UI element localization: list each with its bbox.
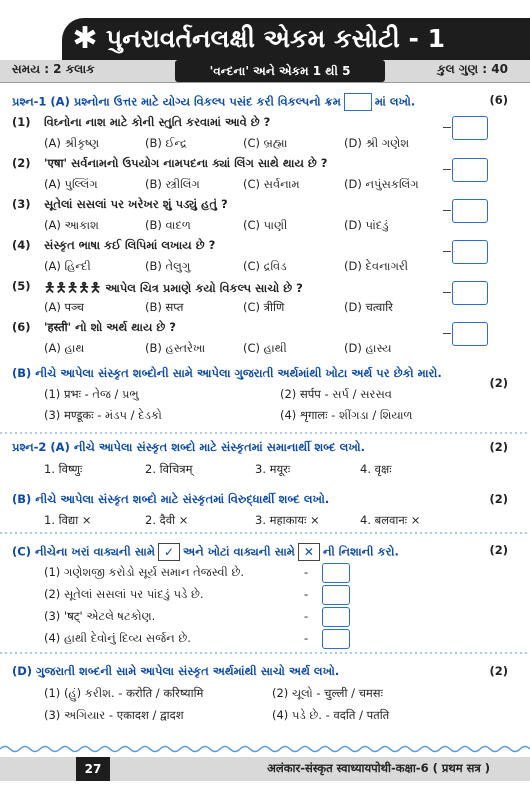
q1-option: (B) હસ્તરેખા [145,341,206,355]
q1-option: (D) હાસ્ય [344,341,392,355]
q1-option: (C) त्रीणि [243,300,285,314]
q1-option: (D) चत्वारि [344,300,393,314]
q2a-item: 2. विचित्रम् [145,462,193,476]
answer-box[interactable] [452,158,488,182]
q2a-item: 1. विष्णुः [44,462,83,476]
answer-box[interactable] [452,322,488,346]
footer-title: अलंकार-संस्कृत स्वाध्यायपोथी-कक्षा-6 ( प्रथम सत्र ) [267,761,490,775]
q1-item-num: (1) [12,115,31,129]
answer-code-box [344,93,372,111]
q2d-item: (2) ચૂલો - चुल्ली / चमसः [272,686,383,700]
q1-item-num: (6) [12,320,31,334]
q1-option: (B) ઈન્દ્ર [145,136,187,150]
page-number: 27 [76,757,110,781]
answer-box[interactable] [322,563,350,583]
q1-option: (B) સ્ત્રીલિંગ [145,177,200,191]
q2c-item: (4) હાથી દેવોનું દિવ્ય સર્જન છે. [44,631,191,645]
q1-item-question: 'एषा' સર્વનામનો ઉપયોગ નામપદના ક્યાં લિંગ સાથે થાય છે ? [44,156,328,170]
q1-option: (D) નપુંસકલિંગ [344,177,419,191]
marks-label: કુલ ગુણ : 40 [437,62,508,76]
q1-option: (B) વાદળ [145,218,191,232]
q1-item-num: (3) [12,197,31,211]
q1-option: (B) તેલુગુ [145,259,191,273]
q1-option: (C) સર્વનામ [243,177,300,191]
q2b-item: 3. महाकायः × [255,513,320,527]
q1a-heading-text-a: પ્રશ્ન-1 (A) પ્રશ્નોના ઉત્તર માટે યોગ્ય વિકલ્પ પસંદ કરી વિકલ્પનો ક્રમ [12,94,341,109]
q1-item-question: સૂતેલાં સસલાં પર ખરેખર શું પડ્યું હતું ? [44,197,228,211]
q2b-item: 1. विद्या × [44,513,92,527]
q1-option: (A) હિન્દી [44,259,91,273]
q1-option: (D) પાંદડું [344,218,389,232]
q1-item-num: (4) [12,238,31,252]
section-divider [0,650,530,656]
q1b-item: (3) मण्डूकः - મંડપ / દેડકો [44,408,162,422]
cross-icon: ✕ [298,543,320,561]
q2c-item: (1) ગણેશજી કરોડો સૂર્ય સમાન તેજસ્વી છે. [44,565,245,579]
q2b-item: 2. दैवी × [145,513,189,527]
q2a-item: 4. वृक्षः [360,462,392,476]
q1-option: (A) શ્રીકૃષ્ણ [44,136,100,150]
q1b-item: (1) प्रभः - તેજ / પ્રભુ [44,387,139,401]
q1b-heading: (B) નીચે આપેલા સંસ્કૃત શબ્દોની સામે આપેલા ગુજરાતી અર્થમાંથી ખોટા અર્થ પર છેકો મારો. [12,366,442,380]
q1-option: (B) सप्त [145,300,184,314]
q2c-heading-text-a: (C) નીચેના ખરાં વાક્યની સામે [12,544,155,559]
q1-option: (A) પુલ્લિંગ [44,177,98,191]
q2c-heading [12,543,399,561]
q1b-marks: (2) [489,376,508,390]
answer-box[interactable] [452,199,488,223]
q1-option: (C) દ્રવિડ [243,259,287,273]
q2c-heading-text-b: અને ખોટાં વાક્યની સામે [183,544,295,559]
q2d-marks: (2) [489,664,508,678]
info-bar [0,60,530,83]
q2b-item: 4. बलवानः × [360,513,421,527]
q1-item-question: સંસ્કૃત ભાષા કઈ લિપિમાં લખાય છે ? [44,238,216,252]
q1-item-question: 'हस्ती' નો શો અર્થ થાય છે ? [44,320,176,334]
answer-box[interactable] [322,629,350,649]
q1-item-question: આપેલ ચિત્ર પ્રમાણે કયો વિકલ્પ સાચો છે ? [105,281,303,295]
wave-border [0,744,530,754]
q2c-item: (2) સૂતેલાં સસલાં પર પાંદડું પડે છે. [44,587,204,601]
q2d-item: (1) (હું) કરીશ. - करोति / करिष्यामि [44,686,204,700]
asterisk-icon: ✱ [72,21,98,56]
unit-label: 'વન્દના' અને એકમ 1 થી 5 [175,60,385,82]
q1-item-question-wrap [44,279,303,301]
dash: - [304,565,309,579]
q1-option: (A) આકાશ [44,218,99,232]
answer-box[interactable] [322,585,350,605]
q2d-heading: (D) ગુજરાતી શબ્દની સામે આપેલા સંસ્કૃત અર્થમાંથી સાચો અર્થ લખો. [12,664,340,678]
dash: - [304,631,309,645]
q1-item-question: વિઘ્નોના નાશ માટે કોની સ્તુતિ કરવામાં આવે છે ? [44,115,271,129]
q2a-item: 3. मयूरः [255,462,291,476]
q2d-item: (3) અગિયાર - एकादश / द्वादश [44,708,184,722]
q1a-heading [12,93,415,111]
q1-option: (D) દેવનાગરી [344,259,409,273]
q1-option: (A) હાથ [44,341,85,355]
q1-option: (C) પાણી [243,218,288,232]
people-icon: 🯅🯅🯅🯅🯅 [44,281,102,296]
dash: - [304,609,309,623]
dash: - [304,587,309,601]
q1b-item: (4) शृगालः - શીંગડા / શિયાળ [280,408,413,422]
answer-box[interactable] [452,240,488,264]
q1-item-num: (2) [12,156,31,170]
answer-box[interactable] [322,607,350,627]
check-icon: ✓ [158,543,180,561]
q2c-marks: (2) [489,543,508,557]
title-banner [62,18,530,60]
q2b-marks: (2) [489,492,508,506]
section-divider [0,430,530,436]
answer-box[interactable] [452,116,488,140]
q1-option: (A) पञ्च [44,300,84,314]
q1b-item: (2) सर्पप - સર્પ / સરસવ [280,387,392,401]
time-label: સમય : 2 કલાક [12,62,95,76]
q2c-heading-text-c: ની નિશાની કરો. [322,544,399,559]
footer-bar [0,757,530,781]
q2a-marks: (2) [489,440,508,454]
q1-option: (C) હાથી [243,341,287,355]
q2b-heading: (B) નીચે આપેલા સંસ્કૃત શબ્દો માટે સંસ્કૃતમાં વિરુદ્ધાર્થી શબ્દ લખો. [12,492,330,506]
q1-option: (C) બ્રહ્મા [243,136,288,150]
section-divider [0,530,530,536]
page-title: પુનરાવર્તનલક્ષી એકમ કસોટી - 1 [106,24,445,53]
q1-option: (D) શ્રી ગણેશ [344,136,410,150]
q2c-item: (3) 'षट्' એટલે ષટકોણ. [44,609,156,623]
q1a-marks: (6) [489,93,508,107]
answer-box[interactable] [452,281,488,305]
q2d-item: (4) પડે છે. - वदति / पतति [272,708,390,722]
q2a-heading: પ્રશ્ન-2 (A) નીચે આપેલા સંસ્કૃત શબ્દો માટે સંસ્કૃતમાં સમાનાર્થી શબ્દ લખો. [12,440,366,454]
q1-item-num: (5) [12,279,31,293]
q1a-heading-text-b: માં લખો. [374,94,416,109]
